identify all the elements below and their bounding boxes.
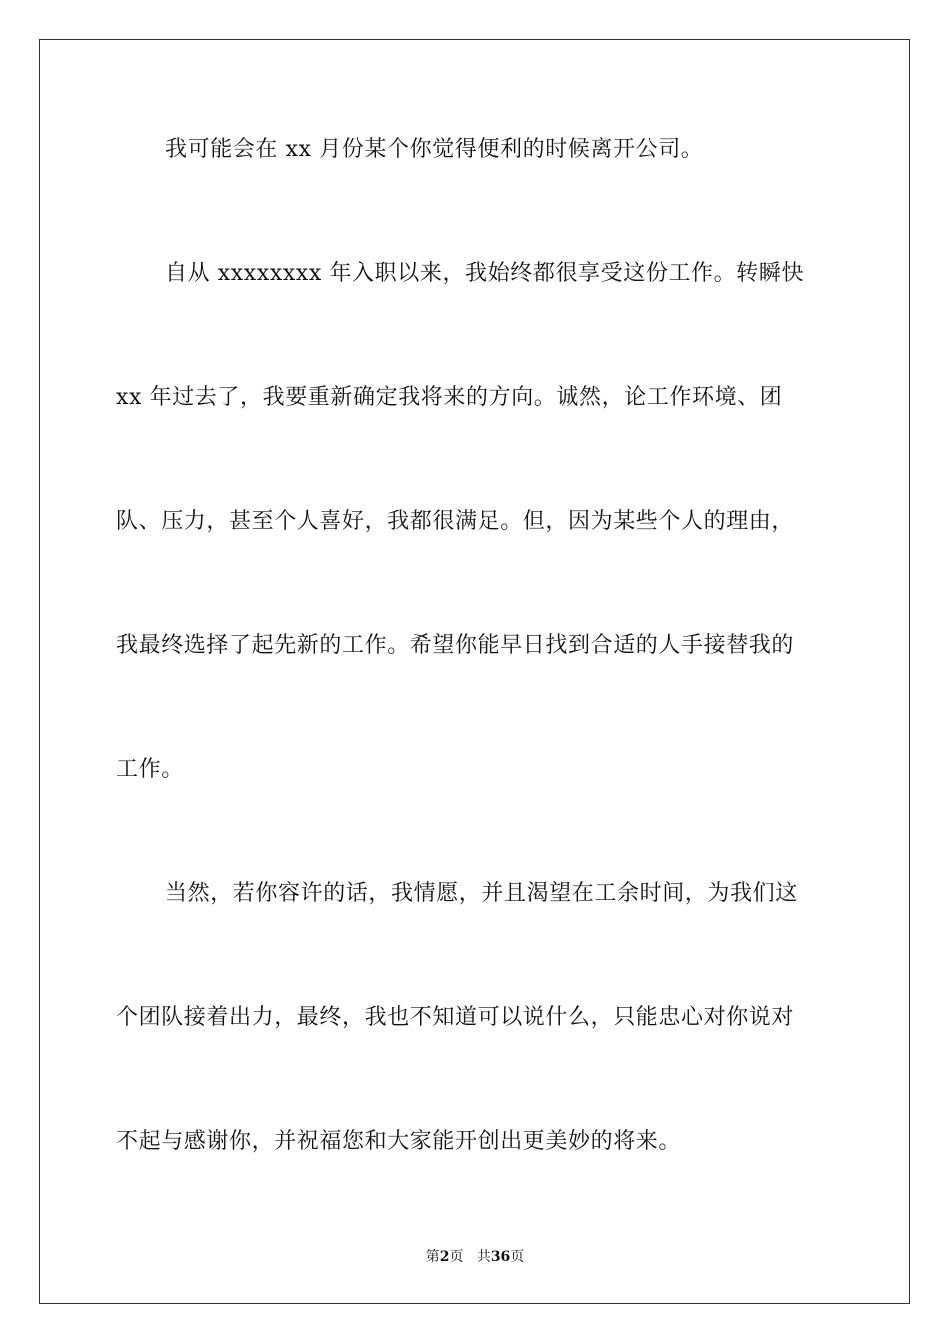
paragraph-2-line-4: 我最终选择了起先新的工作。希望你能早日找到合适的人手接替我的 (116, 633, 795, 658)
paragraph-3-line-1: 当然，若你容许的话，我情愿，并且渴望在工余时间，为我们这 (165, 881, 798, 906)
page-border (39, 39, 910, 1304)
page-suffix: 页 (449, 1249, 464, 1265)
paragraph-2-line-3: 队、压力，甚至个人喜好，我都很满足。但，因为某些个人的理由， (116, 509, 795, 534)
total-suffix: 页 (510, 1249, 525, 1265)
paragraph-2-line-2: xx 年过去了，我要重新确定我将来的方向。诚然，论工作环境、团 (116, 385, 783, 410)
paragraph-3-line-2: 个团队接着出力，最终，我也不知道可以说什么，只能忠心对你说对 (116, 1005, 795, 1030)
paragraph-2-line-5: 工作。 (116, 757, 184, 782)
total-prefix: 共 (476, 1249, 491, 1265)
paragraph-3-line-3: 不起与感谢你，并祝福您和大家能开创出更美妙的将来。 (116, 1129, 682, 1154)
page-footer (0, 1248, 950, 1266)
paragraph-1-line-1: 我可能会在 xx 月份某个你觉得便利的时候离开公司。 (165, 137, 704, 162)
total-pages: 36 (490, 1249, 511, 1265)
page-number: 2 (439, 1249, 450, 1265)
page-prefix: 第 (425, 1249, 440, 1265)
paragraph-2-line-1: 自从 xxxxxxxx 年入职以来，我始终都很享受这份工作。转瞬快 (165, 261, 805, 286)
